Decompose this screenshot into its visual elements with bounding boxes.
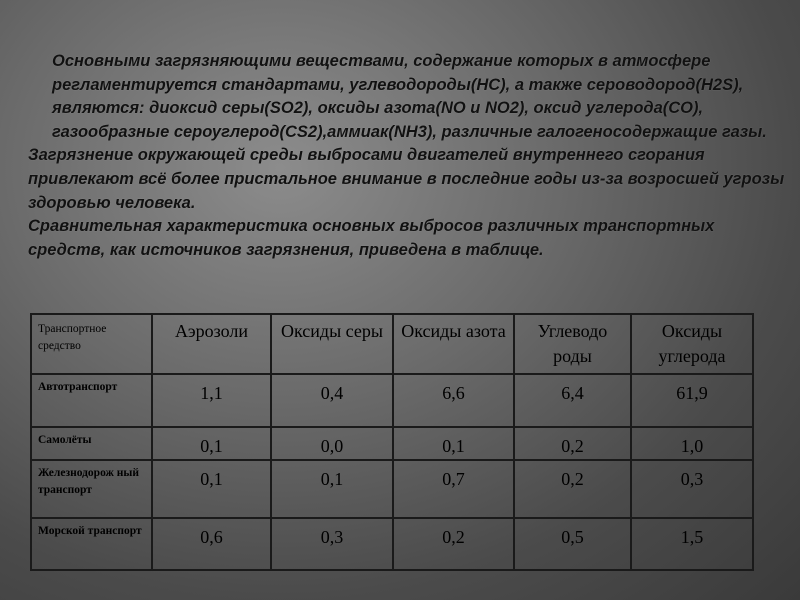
row-label: Железнодорож ный транспорт xyxy=(31,460,152,517)
table-row xyxy=(31,460,753,517)
table-cell: 1,0 xyxy=(631,427,753,460)
table-cell: 6,6 xyxy=(393,374,514,426)
table-cell: 0,2 xyxy=(514,427,631,460)
table-cell: 0,4 xyxy=(271,374,393,426)
header-vehicle: Транспортное средство xyxy=(31,314,152,374)
header-hydrocarbons: Углеводо роды xyxy=(514,314,631,374)
table-cell: 0,5 xyxy=(514,518,631,570)
table-cell: 0,6 xyxy=(152,518,271,570)
table-cell: 0,2 xyxy=(393,518,514,570)
header-nitrogen-oxides: Оксиды азота xyxy=(393,314,514,374)
table-row xyxy=(31,427,753,460)
table-cell: 0,3 xyxy=(631,460,753,517)
paragraph-pollutants: Основными загрязняющими веществами, содержание которых в атмосфере регламентируется стандартами, углеводороды(НС), а также сероводород(H2S), являются: диоксид серы(SO2), оксиды азота(NO и NO2), оксид углерода(CO), газообразные сероуглерод(CS2),аммиак(NH3), различные галогеносодержащие газы. xyxy=(52,52,767,141)
table-cell: 0,0 xyxy=(271,427,393,460)
table-cell: 0,1 xyxy=(152,460,271,517)
table-row xyxy=(31,374,753,426)
paragraph-engines: Загрязнение окружающей среды выбросами двигателей внутреннего сгорания привлекают всё более пристальное внимание в последние годы из-за возросшей угрозы здоровью человека. xyxy=(28,146,785,212)
row-label: Самолёты xyxy=(31,427,152,460)
table-cell: 0,1 xyxy=(152,427,271,460)
row-label: Автотранспорт xyxy=(31,374,152,426)
header-carbon-oxides: Оксиды углерода xyxy=(631,314,753,374)
table-cell: 6,4 xyxy=(514,374,631,426)
emissions-table xyxy=(30,313,754,571)
table-cell: 0,1 xyxy=(393,427,514,460)
table-cell: 0,3 xyxy=(271,518,393,570)
header-aerosols: Аэрозоли xyxy=(152,314,271,374)
body-text xyxy=(28,50,788,262)
table-cell: 1,1 xyxy=(152,374,271,426)
table-row xyxy=(31,518,753,570)
table-cell: 0,2 xyxy=(514,460,631,517)
table-cell: 0,7 xyxy=(393,460,514,517)
table-cell: 1,5 xyxy=(631,518,753,570)
table-cell: 61,9 xyxy=(631,374,753,426)
table-cell: 0,1 xyxy=(271,460,393,517)
header-sulfur-oxides: Оксиды серы xyxy=(271,314,393,374)
table-header-row xyxy=(31,314,753,374)
row-label: Морской транспорт xyxy=(31,518,152,570)
paragraph-table-intro: Сравнительная характеристика основных выбросов различных транспортных средств, как источников загрязнения, приведена в таблице. xyxy=(28,217,715,259)
